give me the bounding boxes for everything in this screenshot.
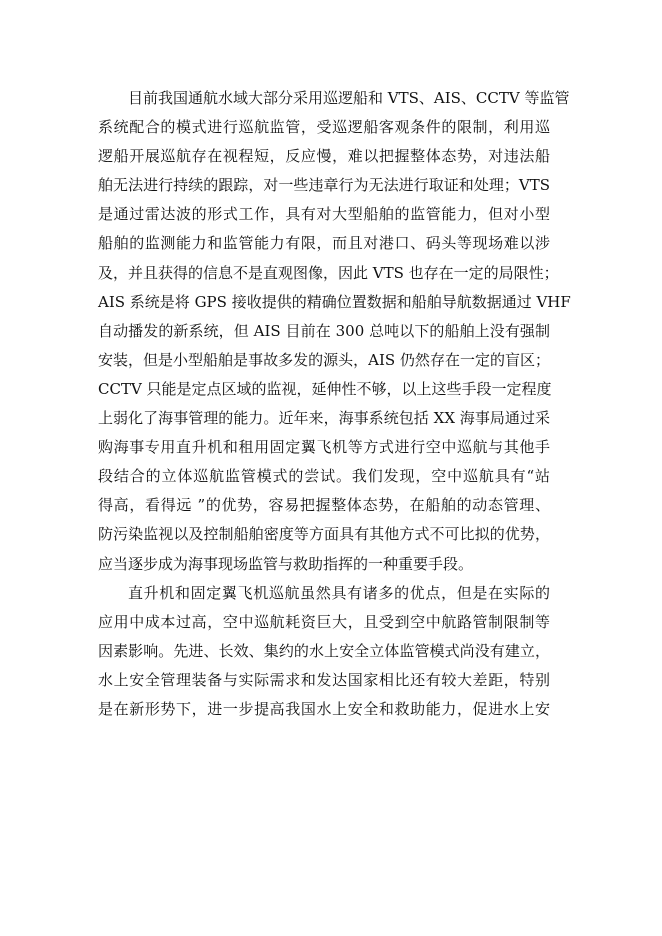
text-line: 舶无法进行持续的跟踪，对一些违章行为无法进行取证和处理；VTS [98,176,550,195]
text-line: 应当逐步成为海事现场监管与救助指挥的一种重要手段。 [98,554,474,573]
text-line: 安装，但是小型船舶是事故多发的源头，AIS 仍然存在一定的盲区； [98,350,550,369]
text-line: 段结合的立体巡航监管模式的尝试。我们发现，空中巡航具有“站 [98,467,550,486]
paragraph-2 [98,579,550,724]
text-line: CCTV 只能是定点区域的监视，延伸性不够，以上这些手段一定程度 [98,379,552,398]
document-body [98,84,571,724]
text-line: 水上安全管理装备与实际需求和发达国家相比还有较大差距，特别 [98,670,550,689]
text-line: 及，并且获得的信息不是直观图像，因此 VTS 也存在一定的局限性； [98,263,559,282]
text-line: 自动播发的新系统，但 AIS 目前在 300 总吨以下的船舶上没有强制 [98,321,550,340]
text-line: 是在新形势下，进一步提高我国水上安全和救助能力，促进水上安 [98,699,550,718]
text-line: 系统配合的模式进行巡航监管，受巡逻船客观条件的限制，利用巡 [98,118,550,137]
text-line: 直升机和固定翼飞机巡航虽然具有诸多的优点，但是在实际的 [128,583,550,602]
text-line: 上弱化了海事管理的能力。近年来，海事系统包括 XX 海事局通过采 [98,409,550,428]
text-line: 因素影响。先进、长效、集约的水上安全立体监管模式尚没有建立， [98,641,550,660]
text-line: 船舶的监测能力和监管能力有限，而且对港口、码头等现场难以涉 [98,234,550,253]
text-line: 应用中成本过高，空中巡航耗资巨大，且受到空中航路管制限制等 [98,612,550,631]
paragraph-1 [98,84,571,579]
text-line: 购海事专用直升机和租用固定翼飞机等方式进行空中巡航与其他手 [98,438,550,457]
text-line: 是通过雷达波的形式工作，具有对大型船舶的监管能力，但对小型 [98,205,550,224]
text-line: 防污染监视以及控制船舶密度等方面具有其他方式不可比拟的优势， [98,525,550,544]
text-line: AIS 系统是将 GPS 接收提供的精确位置数据和船舶导航数据通过 VHF [98,292,571,311]
text-line: 逻船开展巡航存在视程短，反应慢，难以把握整体态势，对违法船 [98,147,550,166]
text-line: 目前我国通航水域大部分采用巡逻船和 VTS、AIS、CCTV 等监管 [128,89,570,107]
text-line: 得高，看得远 ”的优势，容易把握整体态势，在船舶的动态管理、 [98,496,550,515]
